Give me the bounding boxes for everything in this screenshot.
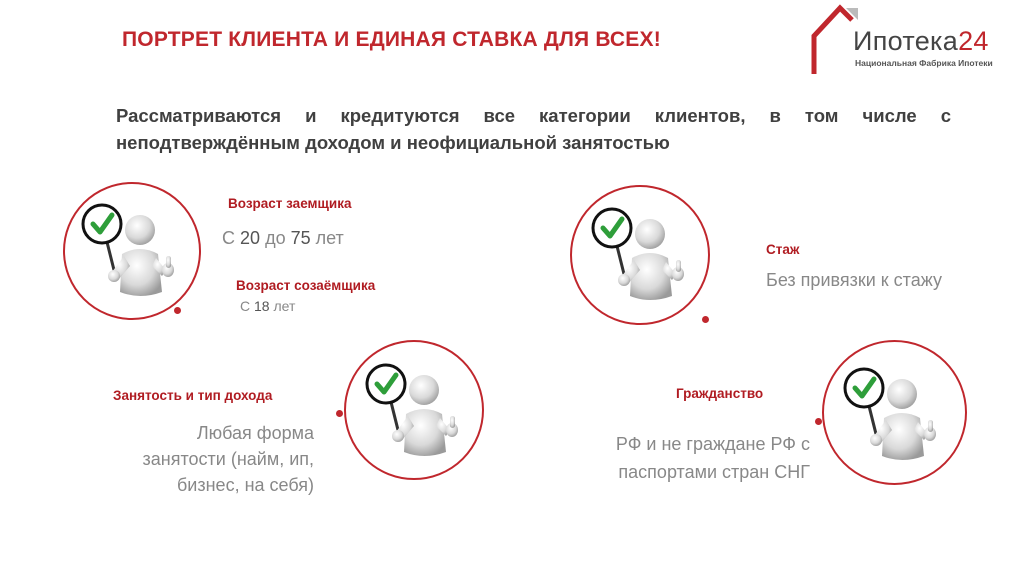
logo-wordmark (853, 26, 989, 57)
employment-line-2: занятости (найм, ип, (142, 449, 314, 469)
employment-value (104, 420, 314, 498)
intro-text: Рассматриваются и кредитуются все категории клиентов, в том числе с неподтверждённым доходом и неофициальной занятостью (116, 105, 951, 153)
person-checkmark-icon (72, 188, 192, 308)
logo-number: 24 (958, 26, 989, 56)
employment-line-3: бизнес, на себя) (177, 475, 314, 495)
citizenship-line-2: паспортами стран СНГ (618, 462, 810, 482)
person-checkmark-icon (356, 348, 476, 468)
age-circle-dot (174, 307, 181, 314)
age-unit: лет (315, 228, 344, 248)
citizenship-line-1: РФ и не граждане РФ с (615, 434, 810, 454)
coage-value: 18 (254, 298, 270, 314)
age-from-prefix: С (222, 228, 235, 248)
citizenship-heading: Гражданство (676, 386, 764, 401)
borrower-age-value (222, 228, 344, 249)
person-checkmark-icon (834, 352, 954, 472)
age-from: 20 (240, 228, 261, 248)
person-checkmark-icon (582, 192, 702, 312)
age-to-prefix: до (265, 228, 286, 248)
coage-unit: лет (273, 298, 296, 314)
citizenship-circle-dot (815, 418, 822, 425)
experience-circle-dot (702, 316, 709, 323)
borrower-age-heading: Возраст заемщика (228, 196, 352, 211)
age-to: 75 (290, 228, 311, 248)
employment-heading: Занятость и тип дохода (113, 388, 273, 403)
coborrower-age-value (240, 298, 295, 314)
page-title: ПОРТРЕТ КЛИЕНТА И ЕДИНАЯ СТАВКА ДЛЯ ВСЕХ! (122, 28, 661, 51)
coage-prefix: С (240, 298, 251, 314)
experience-value: Без привязки к стажу (766, 270, 942, 290)
citizenship-value (520, 430, 810, 486)
employment-line-1: Любая форма (196, 423, 314, 443)
employment-circle-dot (336, 410, 343, 417)
logo-name: Ипотека (853, 26, 959, 56)
experience-heading: Стаж (766, 242, 800, 257)
coborrower-age-heading: Возраст созаёмщика (236, 278, 376, 293)
logo-tagline: Национальная Фабрика Ипотеки (855, 58, 993, 68)
